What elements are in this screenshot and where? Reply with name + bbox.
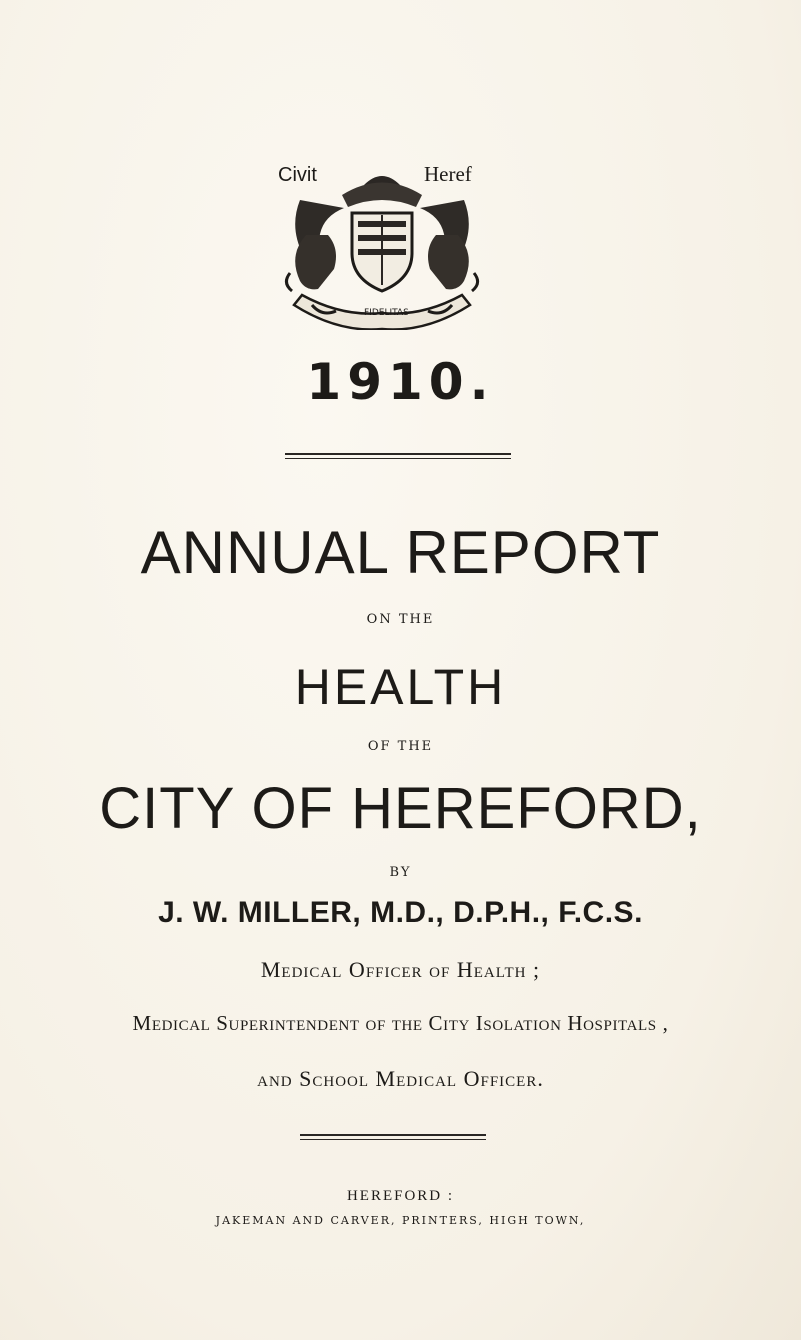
report-year: 1910. [306,353,495,411]
by-label: BY [389,865,412,880]
imprint-city: HEREFORD : [346,1188,455,1204]
of-the-label: OF THE [367,739,434,754]
divider-rule-bottom-2 [300,1139,486,1140]
on-the-label: ON THE [366,612,435,627]
report-subject: HEALTH [294,659,507,715]
divider-rule-top-2 [285,458,511,459]
divider-rule-bottom-1 [300,1134,486,1136]
city-coat-of-arms-icon [272,155,492,330]
divider-rule-top-1 [285,453,511,455]
author-role-2: Medical Superintendent of the City Isolation Hospitals , [132,1011,669,1035]
crest-ribbon-text: FIDELITAS [364,308,409,318]
crest-motto-left: Civit [278,164,317,186]
author-role-1: Medical Officer of Health ; [260,957,541,982]
report-title: ANNUAL REPORT [140,519,661,586]
imprint-printer: JAKEMAN AND CARVER, PRINTERS, HIGH TOWN, [215,1214,586,1227]
author-role-3: and School Medical Officer. [257,1066,544,1091]
author-name: J. W. MILLER, M.D., D.P.H., F.C.S. [158,896,643,929]
crest-motto-right: Heref [424,162,472,186]
report-place: CITY OF HEREFORD, [99,776,702,841]
